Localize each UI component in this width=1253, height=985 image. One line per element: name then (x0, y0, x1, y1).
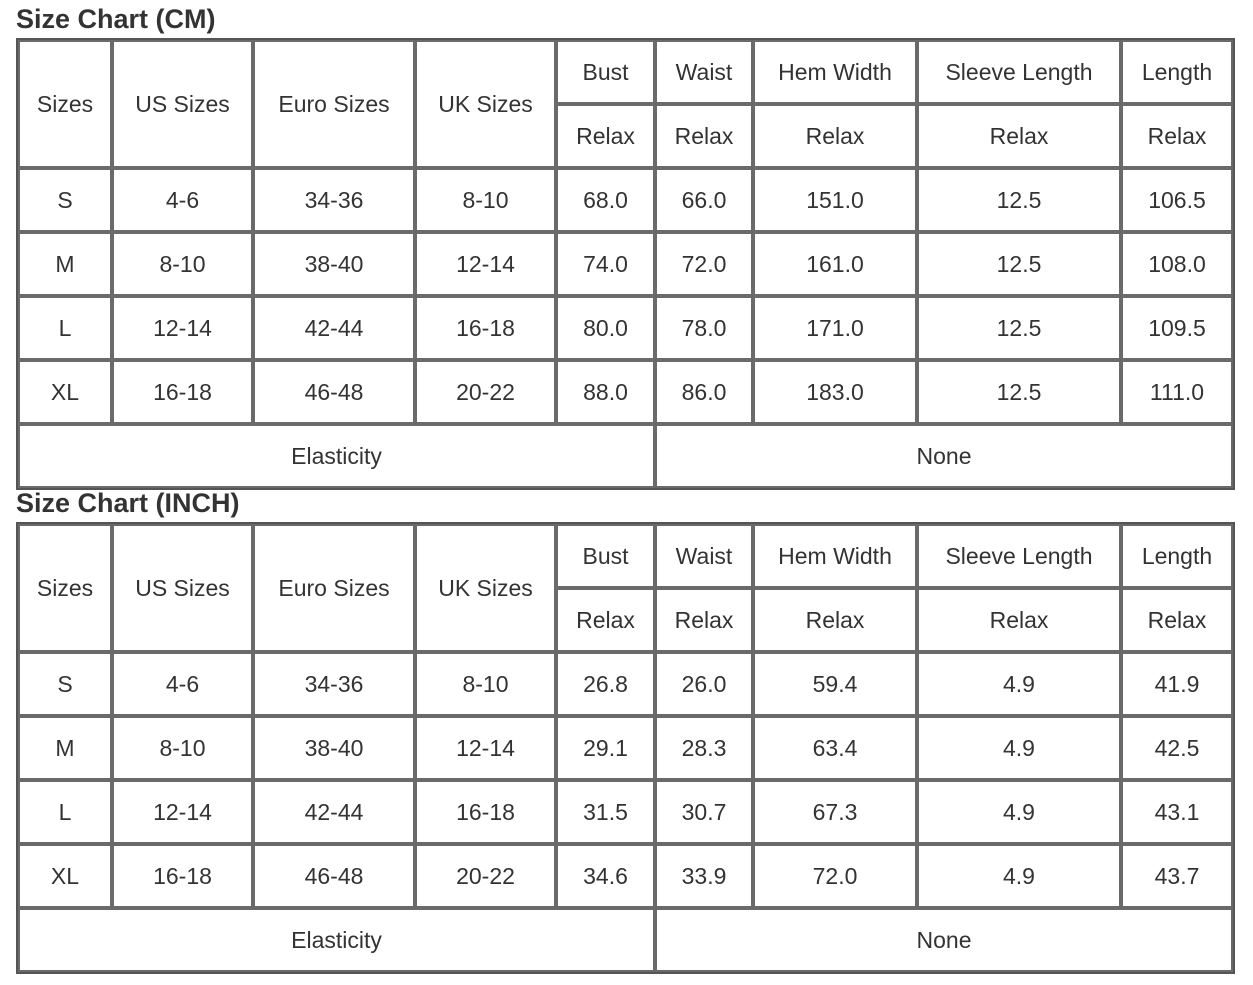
table-cell: 111.0 (1121, 360, 1233, 424)
table-cell: 12.5 (917, 168, 1121, 232)
table-cell: 88.0 (556, 360, 655, 424)
header-length: Length (1121, 40, 1233, 104)
table-cell: 30.7 (655, 780, 753, 844)
table-cell: 26.0 (655, 652, 753, 716)
header-length: Length (1121, 524, 1233, 588)
table-cell: 12-14 (415, 232, 556, 296)
table-cell: 31.5 (556, 780, 655, 844)
table-cell: 41.9 (1121, 652, 1233, 716)
table-cell: 8-10 (415, 168, 556, 232)
table-cell: 78.0 (655, 296, 753, 360)
table-cell: 16-18 (112, 360, 253, 424)
table-cell: 12-14 (112, 296, 253, 360)
table-cell: 67.3 (753, 780, 917, 844)
table-cell: 46-48 (253, 844, 415, 908)
header-uk-sizes: UK Sizes (415, 524, 556, 652)
elasticity-value: None (655, 908, 1233, 972)
table-cell: 12.5 (917, 360, 1121, 424)
table-cell: 8-10 (415, 652, 556, 716)
table-cell: 74.0 (556, 232, 655, 296)
table-cell: 86.0 (655, 360, 753, 424)
table-cell: 26.8 (556, 652, 655, 716)
fit-cell: Relax (556, 588, 655, 652)
table-cell: 20-22 (415, 360, 556, 424)
header-sizes: Sizes (18, 524, 112, 652)
table-cell: 12.5 (917, 296, 1121, 360)
fit-cell: Relax (556, 104, 655, 168)
fit-cell: Relax (753, 104, 917, 168)
table-cell: 59.4 (753, 652, 917, 716)
table-cell: 42.5 (1121, 716, 1233, 780)
table-row (18, 844, 1233, 908)
table-cell: 33.9 (655, 844, 753, 908)
header-us-sizes: US Sizes (112, 40, 253, 168)
fit-cell: Relax (1121, 104, 1233, 168)
table-cell: 12.5 (917, 232, 1121, 296)
table-row (18, 296, 1233, 360)
table-row (18, 360, 1233, 424)
header-bust: Bust (556, 40, 655, 104)
header-waist: Waist (655, 40, 753, 104)
table-cell: S (18, 168, 112, 232)
fit-cell: Relax (917, 104, 1121, 168)
size-table (16, 38, 1235, 490)
table-cell: 72.0 (655, 232, 753, 296)
header-hem-width: Hem Width (753, 524, 917, 588)
table-cell: 20-22 (415, 844, 556, 908)
table-cell: 16-18 (415, 780, 556, 844)
table-cell: 4.9 (917, 780, 1121, 844)
table-cell: 43.7 (1121, 844, 1233, 908)
fit-cell: Relax (1121, 588, 1233, 652)
table-cell: L (18, 296, 112, 360)
header-row (18, 40, 1233, 104)
table-cell: 4-6 (112, 652, 253, 716)
header-bust: Bust (556, 524, 655, 588)
table-cell: 16-18 (415, 296, 556, 360)
table-cell: L (18, 780, 112, 844)
header-hem-width: Hem Width (753, 40, 917, 104)
fit-cell: Relax (655, 104, 753, 168)
table-cell: 4.9 (917, 844, 1121, 908)
elasticity-label: Elasticity (18, 424, 655, 488)
table-cell: 12-14 (112, 780, 253, 844)
table-row (18, 652, 1233, 716)
table-cell: 38-40 (253, 716, 415, 780)
header-row (18, 524, 1233, 588)
elasticity-value: None (655, 424, 1233, 488)
table-cell: 68.0 (556, 168, 655, 232)
chart-title: Size Chart (CM) (16, 4, 216, 34)
size-chart-inch (16, 484, 1235, 974)
header-sizes: Sizes (18, 40, 112, 168)
table-cell: 4.9 (917, 652, 1121, 716)
table-row (18, 168, 1233, 232)
elasticity-label: Elasticity (18, 908, 655, 972)
table-cell: M (18, 232, 112, 296)
table-cell: 80.0 (556, 296, 655, 360)
fit-cell: Relax (917, 588, 1121, 652)
size-table (16, 522, 1235, 974)
table-cell: 109.5 (1121, 296, 1233, 360)
header-sleeve-length: Sleeve Length (917, 40, 1121, 104)
size-chart-cm (16, 0, 1235, 490)
table-cell: 171.0 (753, 296, 917, 360)
header-sleeve-length: Sleeve Length (917, 524, 1121, 588)
table-cell: 161.0 (753, 232, 917, 296)
table-cell: XL (18, 360, 112, 424)
elasticity-row (18, 908, 1233, 972)
table-cell: 106.5 (1121, 168, 1233, 232)
table-cell: 151.0 (753, 168, 917, 232)
table-cell: 43.1 (1121, 780, 1233, 844)
table-cell: 108.0 (1121, 232, 1233, 296)
fit-cell: Relax (655, 588, 753, 652)
table-cell: 72.0 (753, 844, 917, 908)
table-cell: 4.9 (917, 716, 1121, 780)
table-cell: 66.0 (655, 168, 753, 232)
header-euro-sizes: Euro Sizes (253, 524, 415, 652)
table-cell: 34-36 (253, 652, 415, 716)
table-cell: 183.0 (753, 360, 917, 424)
table-cell: 34-36 (253, 168, 415, 232)
table-cell: 16-18 (112, 844, 253, 908)
table-cell: 38-40 (253, 232, 415, 296)
table-cell: 34.6 (556, 844, 655, 908)
table-cell: 12-14 (415, 716, 556, 780)
table-cell: M (18, 716, 112, 780)
chart-title: Size Chart (INCH) (16, 488, 240, 518)
elasticity-row (18, 424, 1233, 488)
table-row (18, 716, 1233, 780)
table-cell: 29.1 (556, 716, 655, 780)
header-euro-sizes: Euro Sizes (253, 40, 415, 168)
table-cell: 8-10 (112, 232, 253, 296)
table-cell: S (18, 652, 112, 716)
table-cell: 46-48 (253, 360, 415, 424)
table-cell: XL (18, 844, 112, 908)
table-cell: 4-6 (112, 168, 253, 232)
header-us-sizes: US Sizes (112, 524, 253, 652)
table-cell: 42-44 (253, 296, 415, 360)
table-cell: 8-10 (112, 716, 253, 780)
table-cell: 42-44 (253, 780, 415, 844)
header-waist: Waist (655, 524, 753, 588)
table-row (18, 780, 1233, 844)
table-cell: 28.3 (655, 716, 753, 780)
table-row (18, 232, 1233, 296)
fit-cell: Relax (753, 588, 917, 652)
header-uk-sizes: UK Sizes (415, 40, 556, 168)
table-cell: 63.4 (753, 716, 917, 780)
